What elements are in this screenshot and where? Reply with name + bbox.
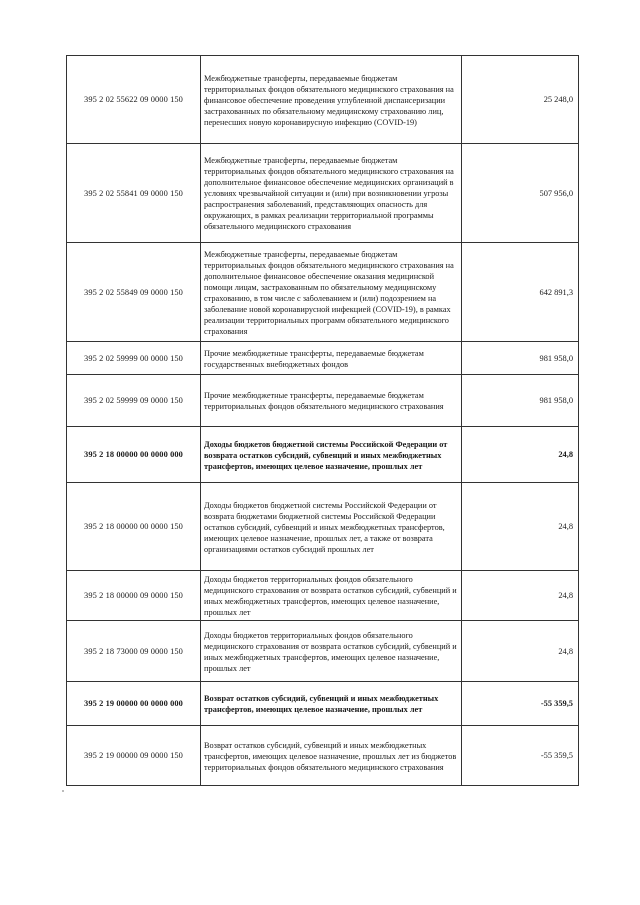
- budget-code: 395 2 02 55849 09 0000 150: [67, 243, 201, 342]
- row-amount: -55 359,5: [462, 682, 579, 726]
- row-amount: 507 956,0: [462, 144, 579, 243]
- row-description: Доходы бюджетов территориальных фондов обязательного медицинского страхования от возврата остатков субсидий, субвенций и иных межбюджетных трансфертов, имеющих целевое назначение, прошлых лет: [201, 571, 462, 621]
- scan-speck: [62, 790, 64, 792]
- row-amount: 981 958,0: [462, 342, 579, 375]
- row-description: Прочие межбюджетные трансферты, передаваемые бюджетам территориальных фондов обязательного медицинского страхования: [201, 375, 462, 427]
- table-row: [67, 427, 579, 483]
- budget-revenue-table: [66, 55, 579, 786]
- table-row: [67, 144, 579, 243]
- row-amount: 24,8: [462, 621, 579, 682]
- row-description: Доходы бюджетов территориальных фондов обязательного медицинского страхования от возврата остатков субсидий, субвенций и иных межбюджетных трансфертов, имеющих целевое назначение, прошлых лет: [201, 621, 462, 682]
- row-amount: 25 248,0: [462, 56, 579, 144]
- row-amount: 24,8: [462, 483, 579, 571]
- table-row: [67, 571, 579, 621]
- table-row: [67, 342, 579, 375]
- table-row: [67, 621, 579, 682]
- row-description: Возврат остатков субсидий, субвенций и иных межбюджетных трансфертов, имеющих целевое назначение, прошлых лет: [201, 682, 462, 726]
- budget-code: 395 2 19 00000 09 0000 150: [67, 726, 201, 786]
- budget-code: 395 2 02 55841 09 0000 150: [67, 144, 201, 243]
- row-description: Межбюджетные трансферты, передаваемые бюджетам территориальных фондов обязательного медицинского страхования на финансовое обеспечение проведения углубленной диспансеризации застрахованных по обязательному медицинскому страхованию лиц, перенесших новую коронавирусную инфекцию (COVID-19): [201, 56, 462, 144]
- table-row: [67, 243, 579, 342]
- row-amount: 642 891,3: [462, 243, 579, 342]
- table-row: [67, 726, 579, 786]
- budget-code: 395 2 18 00000 00 0000 150: [67, 483, 201, 571]
- table-row: [67, 375, 579, 427]
- budget-code: 395 2 19 00000 00 0000 000: [67, 682, 201, 726]
- row-description: Доходы бюджетов бюджетной системы Российской Федерации от возврата бюджетами бюджетной системы Российской Федерации остатков субсидий, субвенций и иных межбюджетных трансфертов, имеющих целевое назначение, прошлых лет, а также от возврата организациями остатков субсидий прошлых лет: [201, 483, 462, 571]
- row-amount: -55 359,5: [462, 726, 579, 786]
- budget-code: 395 2 18 73000 09 0000 150: [67, 621, 201, 682]
- budget-code: 395 2 18 00000 00 0000 000: [67, 427, 201, 483]
- row-amount: 981 958,0: [462, 375, 579, 427]
- budget-code: 395 2 02 59999 00 0000 150: [67, 342, 201, 375]
- row-description: Прочие межбюджетные трансферты, передаваемые бюджетам государственных внебюджетных фондов: [201, 342, 462, 375]
- budget-code: 395 2 02 55622 09 0000 150: [67, 56, 201, 144]
- budget-code: 395 2 18 00000 09 0000 150: [67, 571, 201, 621]
- row-description: Межбюджетные трансферты, передаваемые бюджетам территориальных фондов обязательного медицинского страхования на дополнительное финансовое обеспечение медицинских организаций в условиях чрезвычайной ситуации и (или) при возникновении угрозы распространения заболеваний, представляющих опасность для окружающих, в рамках реализации территориальной программы обязательного медицинского страхования: [201, 144, 462, 243]
- row-description: Доходы бюджетов бюджетной системы Российской Федерации от возврата остатков субсидий, субвенций и иных межбюджетных трансфертов, имеющих целевое назначение, прошлых лет: [201, 427, 462, 483]
- row-description: Межбюджетные трансферты, передаваемые бюджетам территориальных фондов обязательного медицинского страхования на дополнительное финансовое обеспечение оказания медицинской помощи лицам, застрахованным по обязательному медицинскому страхованию, в том числе с заболеванием и (или) подозрением на заболевание новой коронавирусной инфекцией (COVID-19), в рамках реализации территориальных программ обязательного медицинского страхования: [201, 243, 462, 342]
- row-amount: 24,8: [462, 427, 579, 483]
- table-row: [67, 56, 579, 144]
- row-description: Возврат остатков субсидий, субвенций и иных межбюджетных трансфертов, имеющих целевое назначение, прошлых лет из бюджетов территориальных фондов обязательного медицинского страхования: [201, 726, 462, 786]
- budget-code: 395 2 02 59999 09 0000 150: [67, 375, 201, 427]
- row-amount: 24,8: [462, 571, 579, 621]
- table-row: [67, 682, 579, 726]
- table-row: [67, 483, 579, 571]
